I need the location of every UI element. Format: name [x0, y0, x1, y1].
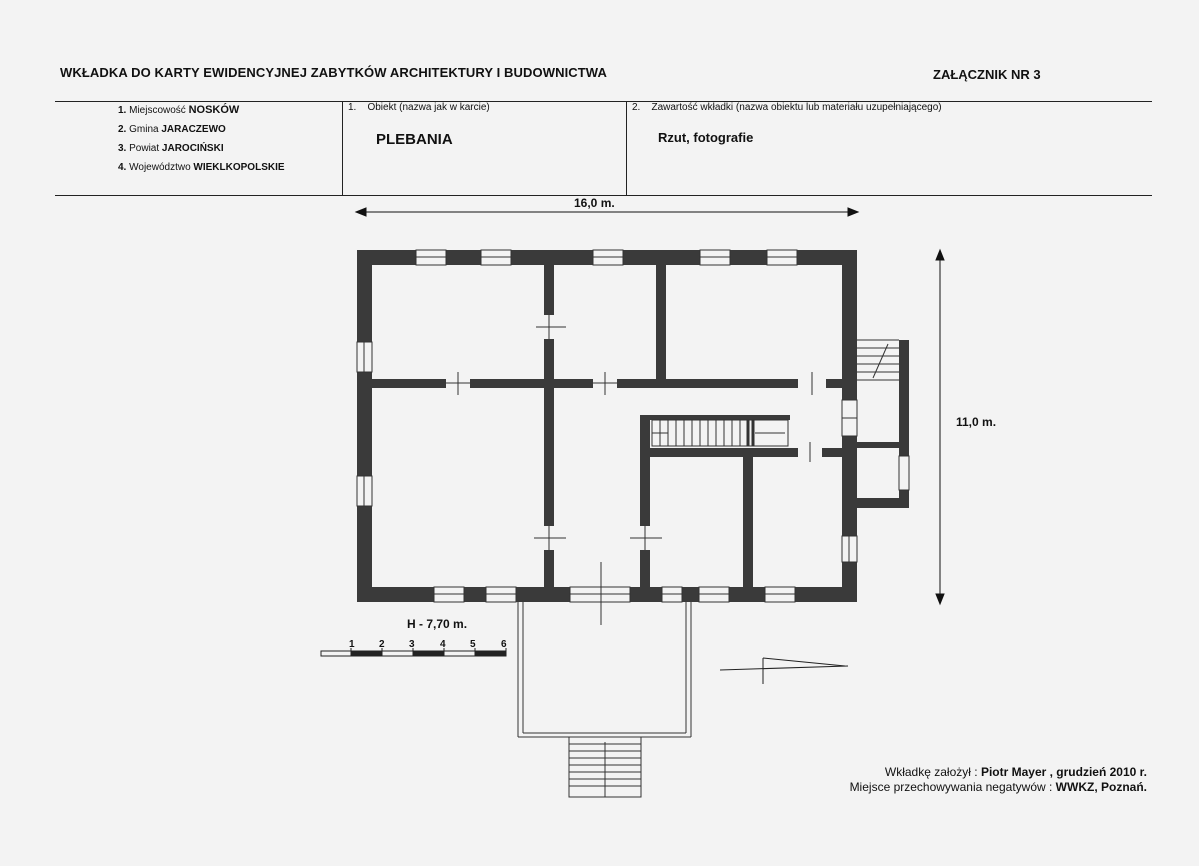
- scale-tick-label: 4: [440, 639, 446, 650]
- width-dimension-arrow: [356, 208, 858, 216]
- annex-label: ZAŁĄCZNIK NR 3: [933, 67, 1041, 82]
- outer-walls: [357, 250, 857, 602]
- scale-tick-label: 5: [470, 639, 476, 650]
- storage-line: Miejsce przechowywania negatywów : WWKZ, Poznań.: [849, 780, 1147, 794]
- scale-tick-label: 2: [379, 639, 385, 650]
- north-arrow: [720, 658, 848, 684]
- elevation-label: H - 7,70 m.: [407, 617, 468, 631]
- windows: [357, 250, 909, 602]
- document-title: WKŁADKA DO KARTY EWIDENCYJNEJ ZABYTKÓW ARCHITEKTURY I BUDOWNICTWA: [60, 65, 607, 80]
- interior-stair: [652, 420, 788, 446]
- object-value: PLEBANIA: [376, 131, 453, 148]
- object-label: 1. Obiekt (nazwa jak w karcie): [348, 102, 490, 113]
- scale-tick-label: 3: [409, 639, 415, 650]
- interior-walls: [372, 265, 842, 587]
- scale-tick-label: 1: [349, 639, 355, 650]
- location-item-4: 4. Województwo WIEKLKOPOLSKIE: [118, 162, 285, 173]
- scale-bar: [321, 648, 506, 656]
- contents-label: 2. Zawartość wkładki (nazwa obiektu lub materiału uzupełniającego): [632, 102, 942, 113]
- doors: [446, 315, 857, 625]
- location-item-2: 2. Gmina JARACZEWO: [118, 124, 226, 135]
- location-item-1: 1. Miejscowość NOSKÓW: [118, 104, 240, 116]
- location-item-3: 3. Powiat JAROCIŃSKI: [118, 143, 224, 154]
- contents-value: Rzut, fotografie: [658, 130, 754, 145]
- scale-tick-label: 6: [501, 639, 507, 650]
- front-porch: [518, 602, 691, 797]
- height-dimension-label: 11,0 m.: [956, 415, 997, 429]
- created-by-line: Wkładkę założył : Piotr Mayer , grudzień 2010 r.: [884, 765, 1147, 779]
- width-dimension-label: 16,0 m.: [574, 196, 615, 210]
- side-stair: [857, 340, 899, 380]
- height-dimension-arrow: [936, 250, 944, 604]
